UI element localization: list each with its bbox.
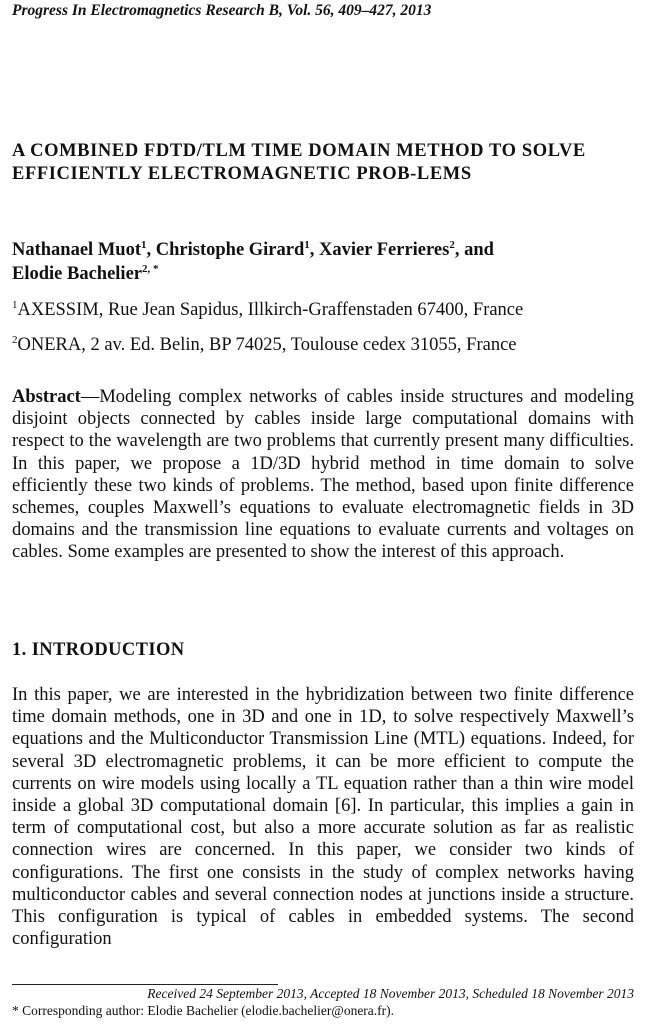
- affiliation-1: [12, 300, 634, 321]
- author-affil-mark: 2, *: [142, 263, 159, 275]
- paper-title: A COMBINED FDTD/TLM TIME DOMAIN METHOD TO SOLVE EFFICIENTLY ELECTROMAGNETIC PROB-LEMS: [12, 141, 586, 184]
- affiliation-mark: 1: [12, 299, 18, 311]
- abstract-text: —Modeling complex networks of cables inside structures and modeling disjoint objects connected by cables inside large computational domains with respect to the wavelength are two problems that currently present many difficulties. In this paper, we propose a 1D/3D hybrid method in time domain to solve efficiently these two kinds of problems. The method, based upon finite difference schemes, couples Maxwell’s equations to evaluate electromagnetic fields in 3D domains and the transmission line equations to evaluate currents and voltages on cables. Some examples are presented to show the interest of this approach.: [12, 387, 634, 563]
- author: Nathanael Muot: [12, 240, 141, 260]
- author: Christophe Girard: [155, 240, 305, 260]
- author-affil-mark: 2: [449, 239, 455, 251]
- abstract: [12, 386, 634, 564]
- section-body: In this paper, we are interested in the hybridization between two finite difference time domain methods, one in 3D and one in 1D, to solve respectively Maxwell’s equations and the Multiconductor Transmission Line (MTL) equations. Indeed, for several 3D electromagnetic problems, it can be more efficient to compute the currents on wire models using locally a TL equation rather than a thin wire model inside a global 3D computational domain [6]. In particular, this implies a gain in term of computational cost, but also a more accurate solution as far as realistic connection wires are concerned. In this paper, we consider two kinds of configurations. The first one consists in the study of complex networks having multiconductor cables and several connection nodes at junctions inside a structure. This configuration is typical of cables in embedded systems. The second configuration: [12, 685, 634, 950]
- author-affil-mark: 1: [141, 239, 147, 251]
- section-heading: 1. INTRODUCTION: [12, 640, 185, 660]
- affiliation-text: AXESSIM, Rue Jean Sapidus, Illkirch-Graffenstaden 67400, France: [17, 300, 524, 320]
- journal-header: Progress In Electromagnetics Research B, Vol. 56, 409–427, 2013: [12, 2, 432, 19]
- author: Xavier Ferrieres: [319, 240, 450, 260]
- affiliation-mark: 2: [12, 334, 18, 346]
- footnote-rule: [12, 984, 278, 985]
- author-list: Nathanael Muot$^1$, Christophe Girard$^1$, Xavier Ferrieres$^2$, and Elodie Bachelier$^{2, *}$: [12, 239, 494, 284]
- author-affil-mark: 1: [304, 239, 310, 251]
- abstract-label: Abstract: [12, 387, 81, 407]
- received-footnote: Received 24 September 2013, Accepted 18 November 2013, Scheduled 18 November 2013: [147, 986, 634, 1001]
- author: Elodie Bachelier: [12, 264, 142, 284]
- affiliation-text: ONERA, 2 av. Ed. Belin, BP 74025, Toulouse cedex 31055, France: [17, 335, 517, 355]
- corresponding-author-footnote: * Corresponding author: Elodie Bachelier (elodie.bachelier@onera.fr).: [12, 1003, 395, 1018]
- affiliation-2: [12, 335, 634, 356]
